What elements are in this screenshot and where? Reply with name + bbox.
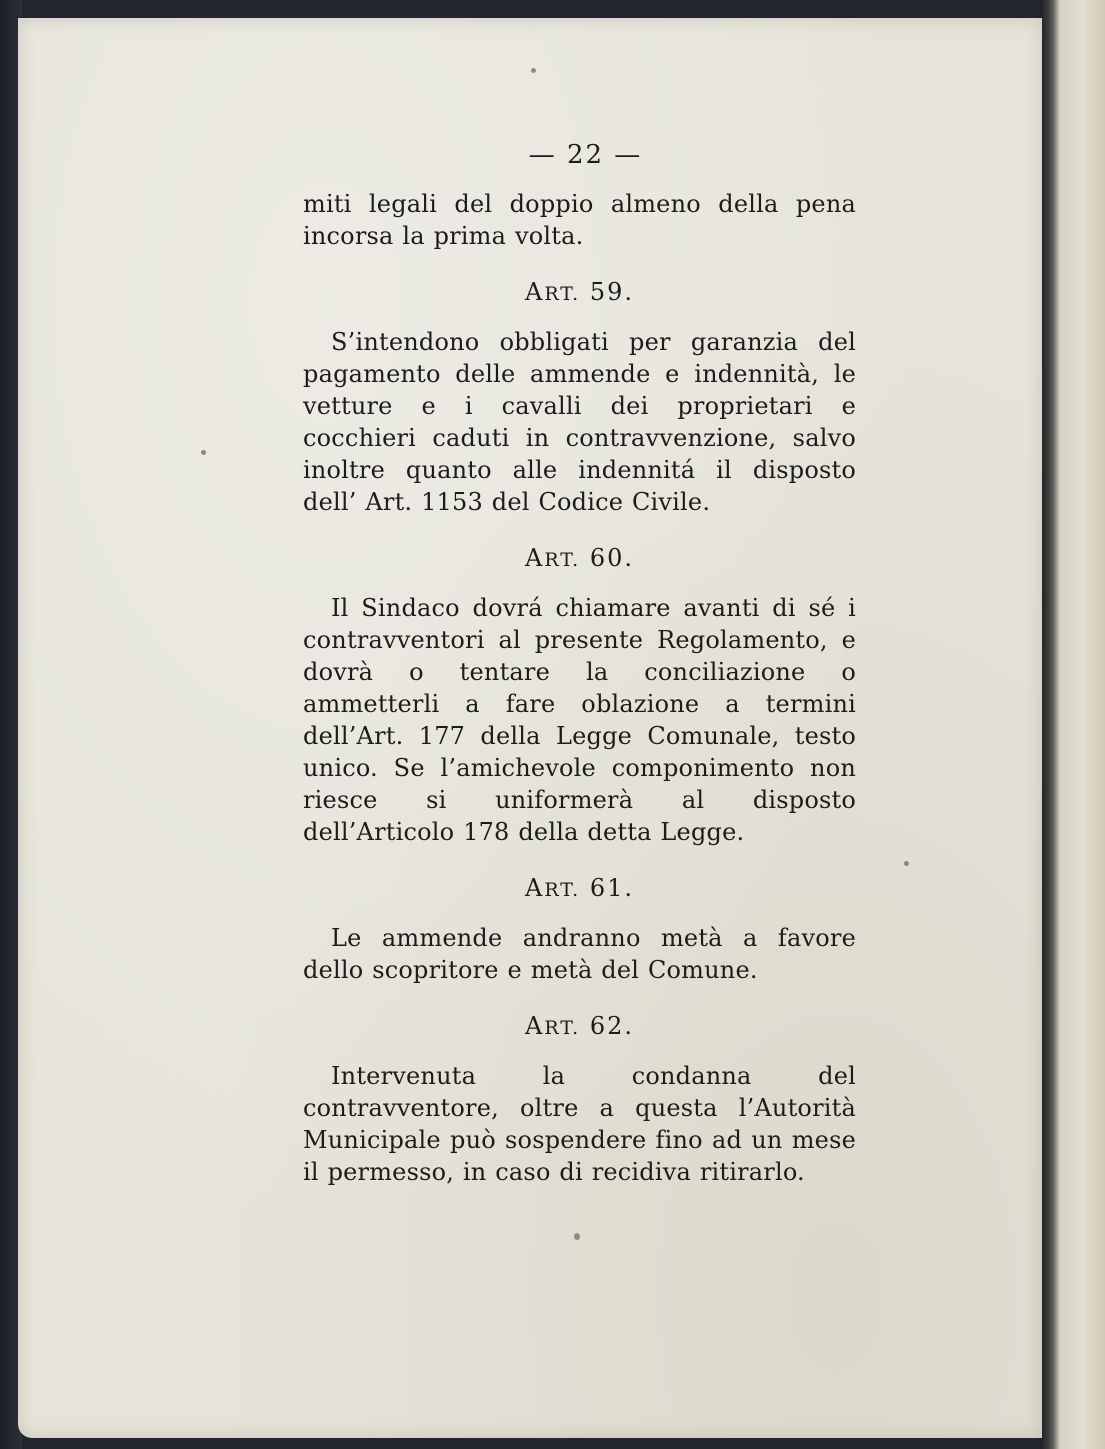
heading-number: 59. [589, 278, 635, 306]
article-heading-62 [303, 1012, 856, 1040]
heading-rest: RT. [544, 549, 581, 571]
heading-lead: A [524, 874, 545, 902]
article-60-text: Il Sindaco dovrá chiamare avanti di sé i contravventori al presente Regolamento, e dovrà o tentare la conciliazione o ammetterli a fare oblazione a termini dell’Art. 177 della Legge Comunale, testo unico. Se l’amichevole componimento non riesce si uniformerà al disposto dell’Articolo 178 della detta Legge. [303, 594, 856, 846]
paper-speck [904, 861, 909, 866]
paper-speck [574, 1233, 580, 1240]
heading-lead: A [524, 1012, 545, 1040]
paper-speck [531, 68, 536, 73]
article-62-text: Intervenuta la condanna del contravventore, oltre a questa l’Autorità Municipale può sospendere fino ad un mese il permesso, in caso di recidiva ritirarlo. [303, 1062, 856, 1186]
page-number: — 22 — [528, 140, 643, 170]
heading-rest: RT. [544, 1017, 581, 1039]
heading-lead: A [524, 544, 545, 572]
heading-rest: RT. [544, 283, 581, 305]
article-61-text: Le ammende andranno metà a favore dello scopritore e metà del Comune. [303, 924, 856, 984]
heading-number: 60. [589, 544, 635, 572]
article-heading-61 [303, 874, 856, 902]
page-text [303, 140, 856, 1188]
article-heading-59 [303, 278, 856, 306]
adjacent-page-edge [1050, 0, 1105, 1449]
paragraph-continuation: miti legali del doppio almeno della pena incorsa la prima volta. [303, 190, 856, 250]
book-gutter [1040, 0, 1054, 1449]
heading-rest: RT. [544, 879, 581, 901]
heading-lead: A [524, 278, 545, 306]
heading-number: 62. [589, 1012, 635, 1040]
heading-number: 61. [589, 874, 635, 902]
article-59-text: S’intendono obbligati per garanzia del pagamento delle ammende e indennità, le vetture e i cavalli dei proprietari e cocchieri caduti in contravvenzione, salvo inoltre quanto alle indennitá il disposto dell’ Art. 1153 del Codice Civile. [303, 328, 856, 516]
paper-speck [201, 450, 206, 455]
article-heading-60 [303, 544, 856, 572]
